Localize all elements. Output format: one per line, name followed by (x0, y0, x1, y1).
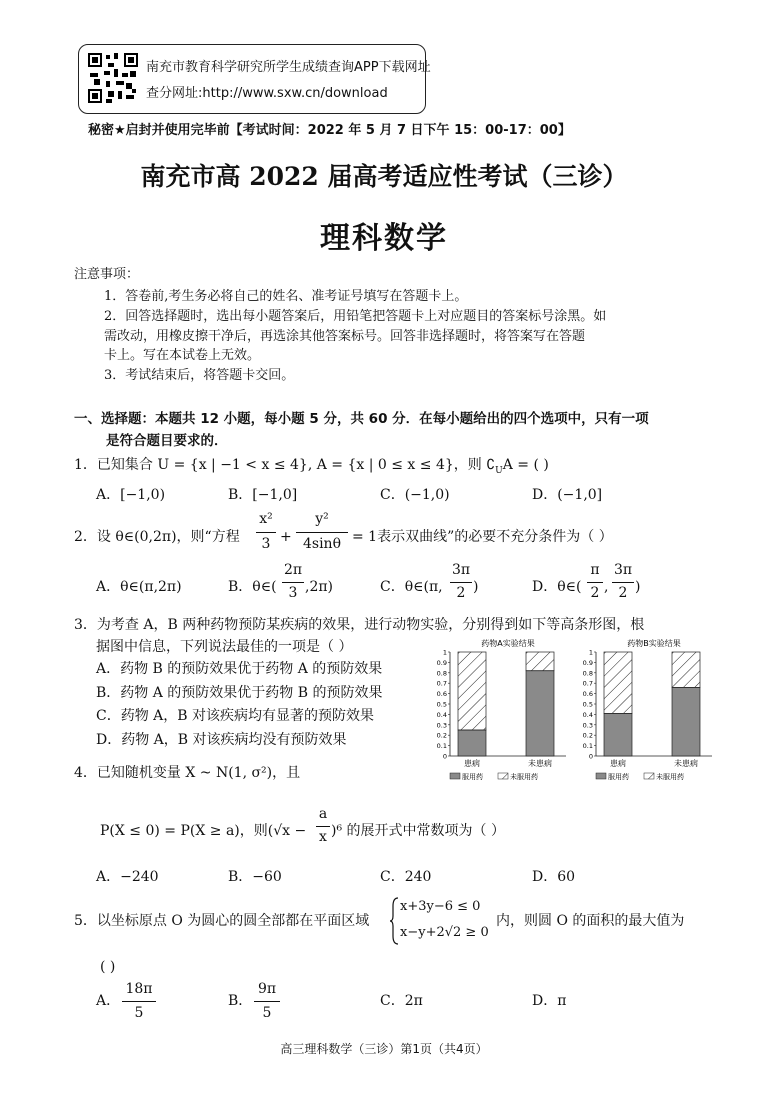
notice-item: 2．回答选择题时，选出每小题答案后，用铅笔把答题卡上对应题目的答案标号涂黑。如 (104, 309, 607, 324)
drug-b-bar-served (604, 713, 632, 756)
q2-option-d-pre: D．θ∈( (532, 579, 582, 595)
q1-option-d: D．(−1,0] (532, 487, 603, 503)
drug-a-chart-title: 药物A实验结果 (481, 639, 535, 648)
subject-title: 理科数学 (320, 221, 448, 256)
drug-b-chart-title: 药物B实验结果 (627, 639, 681, 648)
q5-inequality-2: x−y+2√2 ≥ 0 (400, 925, 489, 940)
drug-b-y-tick-label: 0.1 (582, 742, 593, 751)
q2-frac1-bar (256, 532, 276, 533)
q3-option-b: B．药物 A 的预防效果优于药物 B 的预防效果 (96, 685, 383, 701)
q4-option-a: A．−240 (96, 869, 159, 885)
notice-item: 需改动，用橡皮擦干净后，再选涂其他答案标号。回答非选择题时，将答案写在答题 (104, 329, 586, 344)
q3-option-c: C．药物 A，B 对该疾病均有显著的预防效果 (96, 708, 375, 724)
q3-option-d: D．药物 A，B 对该疾病均没有预防效果 (96, 732, 347, 748)
drug-b-y-tick-label: 1 (588, 648, 593, 657)
drug-a-category-label: 患病 (464, 759, 480, 768)
drug-b-y-tick-label: 0.8 (582, 669, 593, 678)
q2-frac2-num: y² (315, 511, 329, 527)
q2-frac2-den: 4sinθ (302, 536, 341, 552)
q2-option-d-num1: π (590, 562, 600, 578)
q5-option-d: D．π (532, 993, 567, 1009)
drug-b-y-tick-label: 0.2 (582, 731, 593, 740)
notice-item: 1．答卷前,考生务必将自己的姓名、准考证号填写在答题卡上。 (104, 289, 468, 304)
drug-b-y-tick-label: 0.3 (582, 721, 593, 730)
q2-plus: + (280, 529, 292, 545)
q5-option-a-bar (122, 1001, 156, 1002)
q2-eq-tail: = 1表示双曲线”的必要不充分条件为（ ） (352, 529, 613, 545)
q2-option-c-pre: C．θ∈(π, (380, 579, 443, 595)
q5-paren: ( ) (100, 959, 116, 975)
q2-option-d-bar1 (587, 582, 603, 583)
drug-a-legend-swatch-unserved (498, 773, 508, 779)
q4-stem-line2-pre: P(X ≤ 0) = P(X ≥ a)，则(√x − (100, 823, 307, 839)
drug-b-y-tick-label: 0 (588, 752, 593, 761)
q2-option-d-bar2 (612, 582, 634, 583)
q1-complement-subscript: U (495, 465, 503, 476)
drug-a-y-tick-label: 0.3 (436, 721, 447, 730)
drug-a-bar-unserved (526, 652, 554, 671)
q5-option-a-den: 5 (134, 1005, 144, 1021)
page-footer: 高三理科数学（三诊）第1页（共4页） (280, 1042, 488, 1056)
q2-option-b-post: ,2π) (305, 579, 334, 595)
q2-frac1-num: x² (259, 511, 273, 527)
drug-b-y-tick-label: 0.6 (582, 690, 593, 699)
drug-a-y-tick-label: 1 (442, 648, 447, 657)
q4-frac-den: x (319, 829, 327, 845)
notice-heading: 注意事项： (74, 267, 140, 282)
q4-stem-line2-post: )⁶ 的展开式中常数项为（ ） (331, 823, 505, 839)
drug-a-y-tick-label: 0.8 (436, 669, 447, 678)
q1-stem-text: 1．已知集合 U = {x | −1 < x ≤ 4}, A = {x | 0 ≤ x ≤ 4}，则 ∁ (74, 457, 496, 473)
q2-option-b-den: 3 (288, 585, 298, 601)
q5-option-a-pre: A． (96, 993, 121, 1009)
drug-a-chart (430, 636, 570, 784)
q5-option-b-pre: B． (228, 993, 253, 1009)
q2-option-c-num: 3π (451, 562, 471, 578)
q1-stem-tail: A = ( ) (502, 457, 549, 473)
notice-item: 卡上。写在本试卷上无效。 (104, 348, 261, 363)
q5-inequality-1: x+3y−6 ≤ 0 (400, 899, 481, 914)
drug-a-y-tick-label: 0.5 (436, 700, 447, 709)
q3-stem-line2: 据图中信息，下列说法最佳的一项是（ ） (96, 639, 353, 655)
drug-a-bar-served (526, 671, 554, 756)
q1-option-c: C．(−1,0) (380, 487, 450, 503)
drug-a-y-tick-label: 0 (442, 752, 447, 761)
drug-a-y-tick-label: 0.9 (436, 658, 447, 667)
q1-option-b: B．[−1,0] (228, 487, 298, 503)
q5-option-b-num: 9π (257, 981, 277, 997)
q2-option-b-pre: B．θ∈( (228, 579, 277, 595)
q5-option-c: C．2π (380, 993, 423, 1009)
drug-a-legend-swatch-served (450, 773, 460, 779)
q4-stem-line1: 4．已知随机变量 X ~ N(1, σ²)，且 (74, 765, 301, 781)
q3-option-a: A．药物 B 的预防效果优于药物 A 的预防效果 (96, 661, 383, 677)
q2-option-c-bar (450, 582, 472, 583)
drug-b-category-label: 未患病 (674, 759, 698, 768)
drug-b-y-tick-label: 0.7 (582, 679, 593, 688)
drug-b-category-label: 患病 (610, 759, 626, 768)
drug-b-y-tick-label: 0.5 (582, 700, 593, 709)
question-1-stem (74, 456, 549, 480)
exam-title: 南充市高 2022 届高考适应性考试（三诊） (140, 162, 628, 191)
drug-b-legend-label-unserved: 未服用药 (656, 773, 684, 781)
drug-a-y-tick-label: 0.7 (436, 679, 447, 688)
q4-frac-bar (316, 826, 330, 827)
q2-option-d-post: ) (635, 579, 641, 595)
drug-b-legend-label-served: 服用药 (608, 773, 629, 781)
drug-a-bar-served (458, 730, 486, 756)
drug-b-y-tick-label: 0.9 (582, 658, 593, 667)
drug-b-y-tick-label: 0.4 (582, 710, 593, 719)
q2-option-c-den: 2 (456, 585, 466, 601)
q2-option-b-num: 2π (283, 562, 303, 578)
exam-time-line: 秘密★启封并使用完毕前【考试时间：2022 年 5 月 7 日下午 15：00-17：00】 (88, 123, 571, 138)
qr-code-icon (88, 53, 138, 103)
q5-option-b-bar (254, 1001, 280, 1002)
drug-b-chart (576, 636, 716, 784)
drug-a-y-tick-label: 0.1 (436, 742, 447, 751)
q2-frac1-den: 3 (261, 536, 271, 552)
drug-b-bar-unserved (604, 652, 632, 713)
q2-option-b-bar (282, 582, 304, 583)
q2-stem-pre: 2．设 θ∈(0,2π)，则“方程 (74, 529, 240, 545)
drug-a-category-label: 未患病 (528, 759, 552, 768)
q5-stem-pre: 5．以坐标原点 O 为圆心的圆全部都在平面区域 (74, 913, 370, 929)
q4-option-b: B．−60 (228, 869, 282, 885)
q5-system-brace (390, 896, 400, 946)
q2-option-d-den2: 2 (618, 585, 628, 601)
q4-option-d: D．60 (532, 869, 576, 885)
drug-a-y-tick-label: 0.6 (436, 690, 447, 699)
q2-option-c-post: ) (473, 579, 479, 595)
q2-option-d-comma: , (604, 579, 609, 595)
download-app-label: 南充市教育科学研究所学生成绩查询APP下载网址 (146, 60, 431, 75)
q2-option-d-den1: 2 (590, 585, 600, 601)
drug-b-bar-served (672, 687, 700, 756)
drug-a-legend-label-served: 服用药 (462, 773, 483, 781)
drug-a-bar-unserved (458, 652, 486, 730)
q2-frac2-bar (296, 532, 348, 533)
q2-option-a: A．θ∈(π,2π) (96, 579, 182, 595)
q4-frac-num: a (318, 806, 328, 822)
drug-a-legend-label-unserved: 未服用药 (510, 773, 538, 781)
drug-b-bar-unserved (672, 652, 700, 687)
download-url: 查分网址:http://www.sxw.cn/download (146, 86, 388, 101)
q5-option-b-den: 5 (262, 1005, 272, 1021)
drug-a-y-tick-label: 0.2 (436, 731, 447, 740)
notice-item: 3．考试结束后，将答题卡交回。 (104, 368, 295, 383)
section-heading-cont: 是符合题目要求的． (106, 433, 228, 449)
section-heading: 一、选择题：本题共 12 小题，每小题 5 分，共 60 分．在每小题给出的四个选项中，只有一项 (74, 411, 649, 427)
drug-a-y-tick-label: 0.4 (436, 710, 447, 719)
drug-b-legend-swatch-unserved (644, 773, 654, 779)
q3-stem-line1: 3．为考查 A，B 两种药物预防某疾病的效果，进行动物实验，分别得到如下等高条形图，根 (74, 617, 645, 633)
drug-b-legend-swatch-served (596, 773, 606, 779)
q4-option-c: C．240 (380, 869, 432, 885)
q2-option-d-num2: 3π (613, 562, 633, 578)
q5-stem-post: 内，则圆 O 的面积的最大值为 (496, 913, 685, 929)
q1-option-a: A．[−1,0) (96, 487, 166, 503)
q5-option-a-num: 18π (125, 981, 153, 997)
